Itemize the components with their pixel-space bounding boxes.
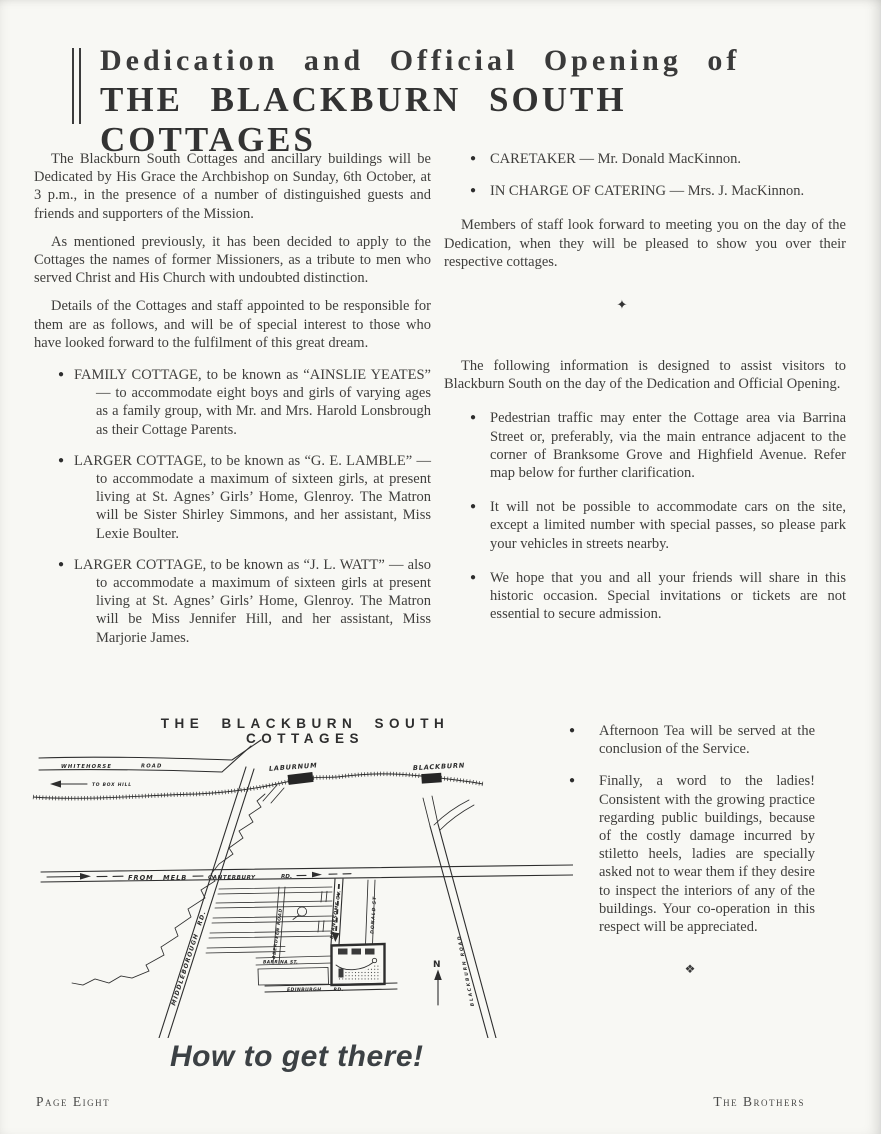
bullet-icon: ● [58, 454, 65, 466]
list-item-text: Afternoon Tea will be served at the conclusion of the Service. [599, 723, 815, 758]
footer-page-number: Page Eight [36, 1094, 111, 1109]
paragraph-details: Details of the Cottages and staff appointed to be responsible for them are as follows, and will be of special interest to those who have looked forward to the fulfilment of this great dream. [34, 298, 431, 351]
title-accent-bars [72, 48, 81, 124]
list-item-text: FAMILY COTTAGE, to be known as “AINSLIE YEATES” — to accommodate eight boys and girls of varying ages as a family group, with Mr. and Mrs. Harold Lonsbrough as their Cottage Parents. [74, 367, 431, 438]
map-label-from-melb: FROM MELB [128, 874, 188, 882]
map-label-blackburn-road: BLACKBURN ROAD [457, 933, 476, 1007]
paragraph-visitor-info: The following information is designed to assist visitors to Blackburn South on the day of the Dedication and Official Opening. [444, 358, 846, 393]
whitehorse-road [39, 740, 261, 772]
list-item-family-cottage [34, 366, 431, 439]
map-label-branksome: BRANKSOME GV. [330, 889, 343, 940]
list-item-cars [444, 498, 846, 553]
map-label-blackburn-station: BLACKBURN [412, 761, 466, 773]
bullet-icon: ● [470, 153, 477, 164]
map-label-aberdeen: ABERDEEN ROAD [272, 907, 285, 960]
barrina-street [256, 956, 332, 985]
cottage-site [332, 944, 385, 985]
right-column-narrow [565, 722, 815, 977]
paragraph-intro: The Blackburn South Cottages and ancillary buildings will be Dedicated by His Grace the Archbishop on Sunday, 6th October, at 3 p.m., in the presence of a number of distinguished guests and friends and supporters of the Mission. [34, 151, 431, 222]
box-hill-arrow [50, 780, 132, 788]
map-label-to-box-hill: TO BOX HILL [92, 783, 132, 789]
page-title-line2: THE BLACKBURN SOUTH COTTAGES [100, 80, 627, 160]
bullet-icon: ● [470, 501, 477, 513]
creek [72, 794, 265, 985]
list-item-text: It will not be possible to accommodate cars on the site, except a limited number with special passes, so please park your vehicles in streets nearby. [490, 499, 846, 552]
map-label-middleborough: MIDDLEBOROUGH RD. [170, 909, 208, 1007]
residential-grid [206, 887, 332, 964]
star-ornament-icon: ✦ [616, 297, 628, 313]
map-label-canterbury: CANTERBURY [208, 875, 256, 881]
list-item-pedestrian [444, 409, 846, 482]
bullet-icon: ● [569, 725, 576, 736]
map-label-barrina: BARRINA ST. [263, 960, 299, 966]
north-arrow [433, 960, 442, 1005]
cross-ornament-icon: ❖ [684, 962, 696, 977]
page-title-line1: Dedication and Official Opening of [100, 44, 741, 77]
bullet-icon: ● [58, 369, 65, 381]
blackburn-road [423, 796, 496, 1038]
list-item-text: IN CHARGE OF CATERING — Mrs. J. MacKinnon. [490, 183, 805, 200]
map-label-whitehorse: WHITEHORSE [61, 764, 113, 770]
branksome-grove [329, 879, 343, 945]
bullet-icon: ● [470, 185, 477, 197]
map-caption: How to get there! [170, 1040, 424, 1073]
list-item-caretaker [444, 150, 846, 168]
map-label-edinburgh: EDINBURGH RD. [287, 987, 344, 993]
canterbury-road [41, 865, 573, 882]
paragraph-staff: Members of staff look forward to meeting you on the day of the Dedication, when they will be pleased to show you over their respective cottages. [444, 217, 846, 270]
list-item-catering [444, 182, 846, 200]
map-label-laburnum: LABURNUM [268, 761, 318, 773]
list-item-text: Finally, a word to the ladies! Consistent with the growing practice regarding public buildings, because of the costly damage incurred by stiletto heels, ladies are specially asked not to wear them if they desire to inspect the interiors of any of the buildings. Your co-operation in this respect will be appreciated. [599, 773, 815, 936]
bullet-icon: ● [470, 571, 477, 583]
list-item-text: LARGER COTTAGE, to be known as “G. E. LAMBLE” — to accommodate a maximum of sixteen girls, at present living at St. Agnes’ Girls’ Home, Glenroy. The Matron will be Sister Shirley Simmons, and her assistant, Miss Lexie Boulter. [74, 452, 431, 542]
list-item-text: We hope that you and all your friends will share in this historic occasion. Special invitations or tickets are not essential to secure admission. [490, 569, 846, 623]
map-label-canterbury-rd: RD. [281, 873, 293, 880]
footer-publication-name: The Brothers [713, 1094, 805, 1109]
list-item-invitation [444, 569, 846, 624]
list-item-ladies [565, 772, 815, 936]
list-item-text: CARETAKER — Mr. Donald MacKinnon. [490, 151, 741, 167]
hand-drawn-map [25, 738, 573, 1038]
bullet-icon: ● [569, 775, 576, 787]
paragraph-names: As mentioned previously, it has been decided to apply to the Cottages the names of former Missioners, as a tribute to men who served Christ and His Church with undoubted distinction. [34, 233, 431, 287]
bullet-icon: ● [470, 412, 477, 424]
list-item-larger-cottage-watt [34, 556, 431, 647]
map-label-donald: DONALD ST [370, 895, 379, 935]
list-item-larger-cottage-lamble [34, 452, 431, 543]
laburnum-station [263, 761, 318, 803]
left-column [34, 150, 431, 647]
map-label-road: ROAD [141, 763, 163, 770]
bullet-icon: ● [58, 558, 65, 570]
list-item-afternoon-tea [565, 722, 815, 758]
map-title: THE BLACKBURN SOUTH COTTAGES [160, 716, 450, 746]
right-column [444, 150, 846, 623]
page-header [100, 44, 840, 161]
list-item-text: LARGER COTTAGE, to be known as “J. L. WATT” — also to accommodate a maximum of sixteen girls at present living at St. Agnes’ Girls’ Home, Glenroy. The Matron will be Miss Jennifer Hill, and her assistant, Miss Marjorie James. [74, 556, 431, 646]
list-item-text: Pedestrian traffic may enter the Cottage area via Barrina Street or, preferably, via the main entrance adjacent to the corner of Branksome Grove and Highfield Avenue. Refer map below for further clarification. [490, 410, 846, 482]
map-label-north: N [433, 960, 441, 970]
donald-street [366, 880, 379, 945]
